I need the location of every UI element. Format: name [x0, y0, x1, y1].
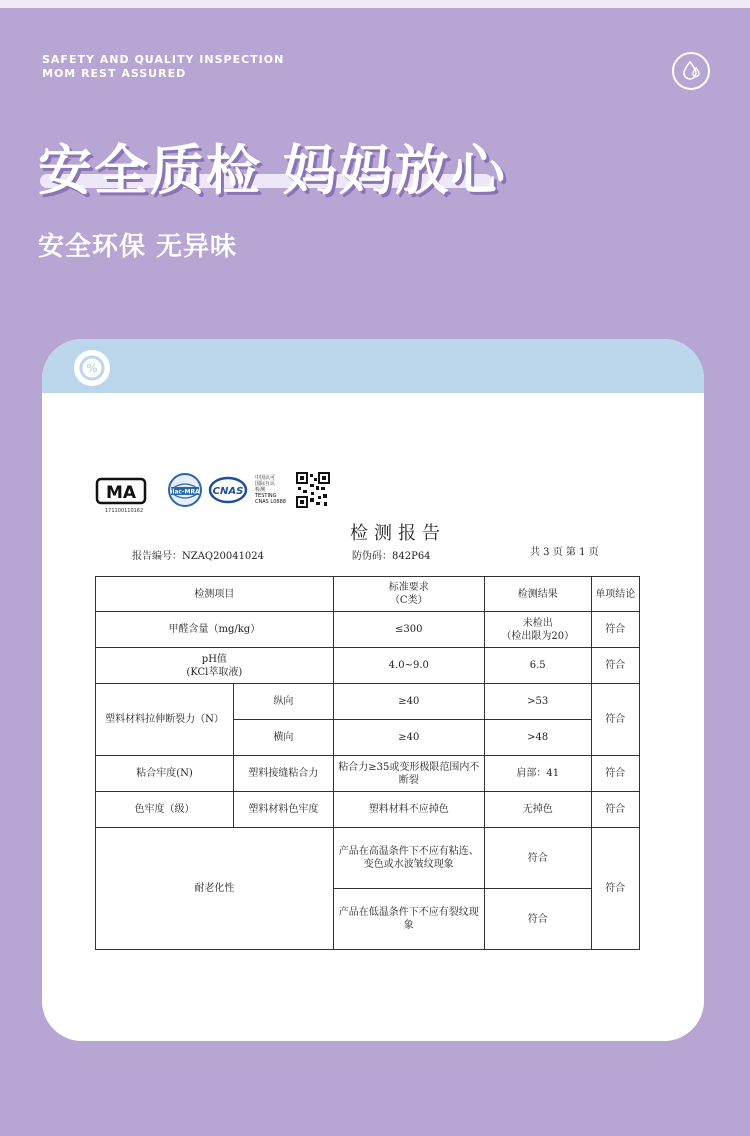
certification-logos: [95, 472, 335, 516]
cnas-caption: 中国认可 国际互认 检测 TESTING CNAS L0888: [255, 475, 286, 505]
qr-code-icon: [296, 472, 330, 508]
top-strip: [0, 0, 750, 8]
headline: 安全质检 妈妈放心: [38, 139, 507, 202]
item-ph: pH值 (KCl萃取液): [96, 648, 334, 684]
result-colorfast: 无掉色: [484, 792, 591, 828]
verdict-aging: 符合: [591, 828, 639, 950]
std-tensile-longitudinal: ≥40: [333, 684, 484, 720]
cma-logo-icon: [95, 476, 147, 506]
header-standard: 标准要求 （C类）: [333, 577, 484, 612]
ilac-mra-logo-icon: [167, 472, 203, 508]
verdict-colorfast: 符合: [591, 792, 639, 828]
sub-tensile-transverse: 横向: [234, 720, 334, 756]
page-count: 共 3 页 第 1 页: [530, 547, 599, 558]
verdict-ph: 符合: [591, 648, 639, 684]
svg-text:%: %: [86, 362, 98, 375]
water-drop-icon: [672, 52, 710, 90]
result-ph: 6.5: [484, 648, 591, 684]
result-tensile-transverse: >48: [484, 720, 591, 756]
subheadline: 安全环保 无异味: [38, 232, 238, 262]
test-results-table: [95, 576, 640, 950]
svg-text:MA: MA: [105, 483, 137, 503]
table-row: [96, 828, 640, 889]
verdict-tensile: 符合: [591, 684, 639, 756]
result-tensile-longitudinal: >53: [484, 684, 591, 720]
sub-tensile-longitudinal: 纵向: [234, 684, 334, 720]
svg-text:CNAS: CNAS: [212, 486, 244, 497]
std-aging-high-temp: 产品在高温条件下不应有粘连、变色或水波皱纹现象: [333, 828, 484, 889]
std-colorfast: 塑料材料不应掉色: [333, 792, 484, 828]
anti-counterfeit-code: 防伪码：842P64: [352, 551, 431, 562]
cnas-logo-icon: [208, 474, 248, 506]
report-card-tab: [42, 339, 704, 395]
std-formaldehyde: ≤300: [333, 612, 484, 648]
verdict-formaldehyde: 符合: [591, 612, 639, 648]
std-adhesion: 粘合力≥35或变形极限范围内不断裂: [333, 756, 484, 792]
table-row: [96, 612, 640, 648]
result-aging-low-temp: 符合: [484, 889, 591, 950]
english-tagline-2: MOM REST ASSURED: [42, 67, 187, 80]
header-result: 检测结果: [484, 577, 591, 612]
cma-number: 171100110162: [105, 508, 144, 514]
report-number: 报告编号：NZAQ20041024: [132, 551, 265, 562]
item-aging: 耐老化性: [96, 828, 334, 950]
header-verdict: 单项结论: [591, 577, 639, 612]
table-row: [96, 756, 640, 792]
percent-circle-icon: [74, 350, 110, 386]
table-row: [96, 648, 640, 684]
std-ph: 4.0~9.0: [333, 648, 484, 684]
item-adhesion: 粘合牢度(N): [96, 756, 234, 792]
sub-adhesion: 塑料接缝粘合力: [234, 756, 334, 792]
table-row: [96, 792, 640, 828]
std-tensile-transverse: ≥40: [333, 720, 484, 756]
result-adhesion: 肩部：41: [484, 756, 591, 792]
report-title: 检测报告: [350, 523, 446, 544]
item-tensile: 塑料材料拉伸断裂力（N）: [96, 684, 234, 756]
item-colorfast: 色牢度（级）: [96, 792, 234, 828]
sub-colorfast: 塑料材料色牢度: [234, 792, 334, 828]
header-test-item: 检测项目: [96, 577, 334, 612]
item-formaldehyde: 甲醛含量（mg/kg）: [96, 612, 334, 648]
verdict-adhesion: 符合: [591, 756, 639, 792]
std-aging-low-temp: 产品在低温条件下不应有裂纹现象: [333, 889, 484, 950]
table-header-row: [96, 577, 640, 612]
result-formaldehyde: 未检出 （检出限为20）: [484, 612, 591, 648]
svg-text:ilac-MRA: ilac-MRA: [170, 488, 200, 496]
english-tagline-1: SAFETY AND QUALITY INSPECTION: [42, 53, 285, 66]
result-aging-high-temp: 符合: [484, 828, 591, 889]
table-row: [96, 684, 640, 720]
